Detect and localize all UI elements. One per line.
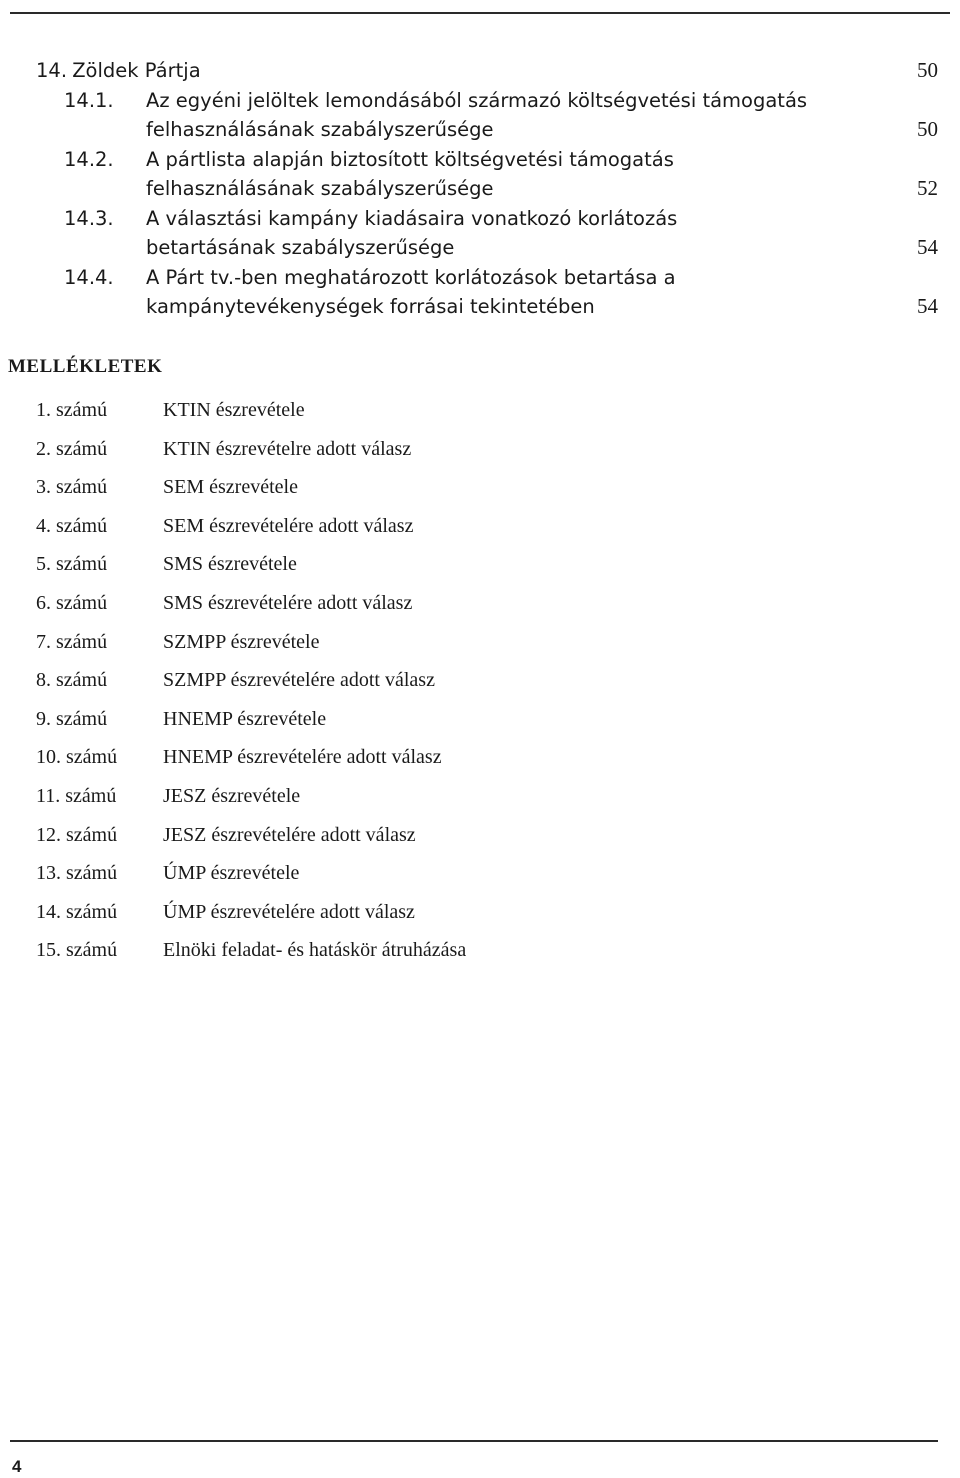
annex-number: 13. számú bbox=[36, 862, 118, 885]
toc-chapter-entry[interactable] bbox=[36, 56, 938, 86]
footer-rule bbox=[10, 1440, 938, 1442]
toc-section-entry[interactable] bbox=[36, 86, 938, 116]
table-of-contents bbox=[36, 56, 938, 322]
annex-title: ÚMP észrevételére adott válasz bbox=[163, 900, 415, 923]
section-title-line: felhasználásának szabályszerűsége bbox=[146, 177, 494, 200]
annex-number: 4. számú bbox=[36, 514, 108, 537]
annex-number: 15. számú bbox=[36, 939, 118, 962]
annex-item[interactable] bbox=[36, 859, 736, 898]
annex-title: ÚMP észrevétele bbox=[163, 862, 300, 885]
section-number: 14.4. bbox=[64, 265, 114, 289]
section-number: 14.3. bbox=[64, 206, 114, 230]
annex-title: KTIN észrevételre adott válasz bbox=[163, 437, 412, 460]
annex-number: 10. számú bbox=[36, 746, 118, 769]
annex-item[interactable] bbox=[36, 628, 736, 667]
section-page: 50 bbox=[917, 117, 938, 141]
section-title-line: felhasználásának szabályszerűsége bbox=[146, 118, 494, 141]
section-page: 54 bbox=[917, 235, 938, 259]
toc-section-entry[interactable] bbox=[36, 263, 938, 293]
toc-section-continuation bbox=[36, 292, 938, 322]
top-rule bbox=[10, 12, 950, 14]
annex-number: 14. számú bbox=[36, 900, 118, 923]
annex-item[interactable] bbox=[36, 512, 736, 551]
annex-item[interactable] bbox=[36, 705, 736, 744]
annex-item[interactable] bbox=[36, 821, 736, 860]
annex-title: HNEMP észrevételére adott válasz bbox=[163, 746, 442, 769]
annex-title: KTIN észrevétele bbox=[163, 399, 305, 421]
section-number: 14.1. bbox=[64, 88, 114, 112]
annex-item[interactable] bbox=[36, 666, 736, 705]
section-page: 52 bbox=[917, 176, 938, 200]
toc-section-continuation bbox=[36, 233, 938, 263]
annex-item[interactable] bbox=[36, 782, 736, 821]
annex-item[interactable] bbox=[36, 435, 736, 474]
annex-number: 12. számú bbox=[36, 823, 118, 846]
annex-item[interactable] bbox=[36, 396, 736, 435]
annex-number: 8. számú bbox=[36, 669, 108, 692]
annex-title: JESZ észrevételére adott válasz bbox=[163, 823, 416, 846]
annex-title: SZMPP észrevétele bbox=[163, 630, 320, 653]
toc-section-continuation bbox=[36, 115, 938, 145]
annex-item[interactable] bbox=[36, 589, 736, 628]
annex-number: 7. számú bbox=[36, 630, 108, 653]
annex-title: Elnöki feladat- és hatáskör átruházása bbox=[163, 939, 467, 962]
annex-title: SMS észrevétele bbox=[163, 553, 297, 576]
annex-number: 1. számú bbox=[36, 399, 108, 421]
section-title-line: A választási kampány kiadásaira vonatkozó korlátozás bbox=[146, 206, 678, 230]
annex-number: 6. számú bbox=[36, 591, 108, 614]
annex-item[interactable] bbox=[36, 743, 736, 782]
annex-title: JESZ észrevétele bbox=[163, 784, 301, 807]
chapter-number: 14. bbox=[36, 59, 68, 82]
annex-title: SEM észrevételére adott válasz bbox=[163, 514, 414, 537]
section-title-line: A pártlista alapján biztosított költségvetési támogatás bbox=[146, 147, 674, 171]
annex-item[interactable] bbox=[36, 473, 736, 512]
annex-title: SMS észrevételére adott válasz bbox=[163, 591, 413, 614]
toc-section-entry[interactable] bbox=[36, 204, 938, 234]
annex-title: SZMPP észrevételére adott válasz bbox=[163, 669, 435, 692]
annex-number: 5. számú bbox=[36, 553, 108, 576]
section-page: 54 bbox=[917, 294, 938, 318]
annex-item[interactable] bbox=[36, 936, 736, 975]
annex-number: 2. számú bbox=[36, 437, 108, 460]
toc-section-continuation bbox=[36, 174, 938, 204]
annex-list bbox=[36, 396, 736, 975]
section-title-line: kampánytevékenységek forrásai tekintetében bbox=[146, 295, 595, 318]
section-title-line: A Párt tv.-ben meghatározott korlátozások betartása a bbox=[146, 265, 676, 289]
annex-title: HNEMP észrevétele bbox=[163, 707, 327, 730]
annexes-heading: MELLÉKLETEK bbox=[8, 356, 163, 377]
annex-title: SEM észrevétele bbox=[163, 476, 298, 499]
annex-number: 3. számú bbox=[36, 476, 108, 499]
toc-section-entry[interactable] bbox=[36, 145, 938, 175]
section-title-line: betartásának szabályszerűsége bbox=[146, 236, 455, 259]
chapter-title: Zöldek Pártja bbox=[72, 59, 201, 82]
annex-number: 11. számú bbox=[36, 784, 117, 807]
page-number: 4 bbox=[12, 1457, 22, 1476]
annex-number: 9. számú bbox=[36, 707, 108, 730]
annex-item[interactable] bbox=[36, 550, 736, 589]
section-number: 14.2. bbox=[64, 147, 114, 171]
section-title-line: Az egyéni jelöltek lemondásából származó költségvetési támogatás bbox=[146, 88, 808, 112]
chapter-page: 50 bbox=[917, 58, 938, 82]
annex-item[interactable] bbox=[36, 898, 736, 937]
